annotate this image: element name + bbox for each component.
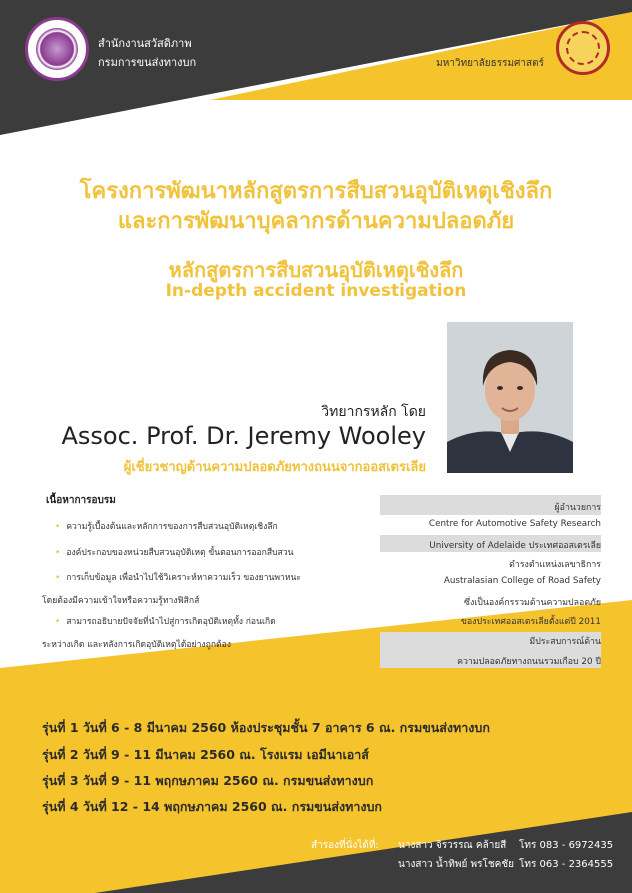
content-item: • ความรู้เบื้องต้นและหลักการของการสืบสวนอุบัติเหตุเชิงลึก bbox=[55, 522, 278, 532]
content-item: • สามารถอธิบายปัจจัยที่นำไปสู่การเกิดอุบัติเหตุทั้ง ก่อนเกิด bbox=[55, 617, 276, 627]
org-name-line1: สำนักงานสวัสดิภาพ bbox=[98, 37, 192, 50]
position-line: Australasian College of Road Safety bbox=[443, 576, 601, 586]
contact-person: นางสาว น้ำทิพย์ พรโชคชัย bbox=[398, 859, 514, 870]
project-title-line2: และการพัฒนาบุคลากรด้านความปลอดภัย bbox=[117, 209, 515, 234]
bullet-icon: • bbox=[55, 548, 61, 558]
session-item: รุ่นที่ 1 วันที่ 6 - 8 มีนาคม 2560 ห้องประชุมชั้น 7 อาคาร 6 ณ. กรมขนส่งทางบก bbox=[42, 720, 490, 735]
position-line: มีประสบการณ์ด้าน bbox=[529, 637, 601, 647]
contact-label: สำรองที่นั่งได้ที่: bbox=[311, 840, 379, 851]
content-heading: เนื้อหาการอบรม bbox=[46, 495, 116, 506]
bullet-icon: • bbox=[55, 573, 61, 583]
position-line: Centre for Automotive Safety Research bbox=[428, 519, 601, 529]
content-item: • องค์ประกอบของหน่วยสืบสวนอุบัติเหตุ ขั้นตอนการออกสืบสวน bbox=[55, 548, 294, 558]
position-line: ความปลอดภัยทางถนนรวมเกือบ 20 ปี bbox=[457, 657, 601, 667]
position-line: ซึ่งเป็นองค์กรรวมด้านความปลอดภัย bbox=[463, 598, 601, 608]
position-line: ดำรงตำแหน่งเลขาธิการ bbox=[509, 560, 601, 570]
course-title-english: In-depth accident investigation bbox=[165, 281, 467, 301]
org-name-line2: กรมการขนส่งทางบก bbox=[98, 56, 197, 69]
session-item: รุ่นที่ 3 วันที่ 9 - 11 พฤกษภาคม 2560 ณ. กรมขนส่งทางบก bbox=[42, 773, 374, 788]
lecturer-name: Assoc. Prof. Dr. Jeremy Wooley bbox=[61, 422, 426, 450]
position-line: ผู้อำนวยการ bbox=[554, 503, 601, 513]
content-item-continued: ระหว่างเกิด และหลังการเกิดอุบัติเหตุได้อย่างถูกต้อง bbox=[42, 640, 231, 650]
course-title-thai: หลักสูตรการสืบสวนอุบัติเหตุเชิงลึก bbox=[168, 258, 464, 282]
contact-phone: โทร 083 - 6972435 bbox=[519, 840, 614, 851]
contact-person: นางสาว จิรวรรณ คล้ายสี bbox=[398, 840, 507, 851]
university-seal-logo bbox=[556, 21, 610, 75]
lecturer-intro: วิทยากรหลัก โดย bbox=[321, 404, 426, 420]
content-item-continued: โดยต้องมีความเข้าใจหรือความรู้ทางฟิสิกส์ bbox=[42, 596, 200, 606]
content-item: • การเก็บข้อมูล เพื่อนำไปใช้วิเคราะห์หาความเร็ว ของยานพาหนะ bbox=[55, 573, 302, 583]
bullet-icon: • bbox=[55, 617, 61, 627]
session-item: รุ่นที่ 4 วันที่ 12 - 14 พฤกษภาคม 2560 ณ. กรมขนส่งทางบก bbox=[42, 799, 382, 814]
project-title-line1: โครงการพัฒนาหลักสูตรการสืบสวนอุบัติเหตุเชิงลึก bbox=[79, 179, 553, 204]
position-line: University of Adelaide ประเทศออสเตรเลีย bbox=[429, 541, 601, 551]
bullet-icon: • bbox=[55, 522, 61, 532]
department-seal-logo bbox=[25, 17, 89, 81]
lecturer-description: ผู้เชี่ยวชาญด้านความปลอดภัยทางถนนจากออสเตรเลีย bbox=[123, 460, 426, 475]
session-item: รุ่นที่ 2 วันที่ 9 - 11 มีนาคม 2560 ณ. โรงแรม เอมีนาเอาส์ bbox=[42, 747, 369, 762]
contact-phone: โทร 063 - 2364555 bbox=[519, 859, 614, 870]
position-line: ของประเทศออสเตรเลียตั้งแต่ปี 2011 bbox=[460, 617, 601, 627]
lecturer-photo bbox=[447, 322, 573, 473]
university-name: มหาวิทยาลัยธรรมศาสตร์ bbox=[436, 58, 544, 69]
